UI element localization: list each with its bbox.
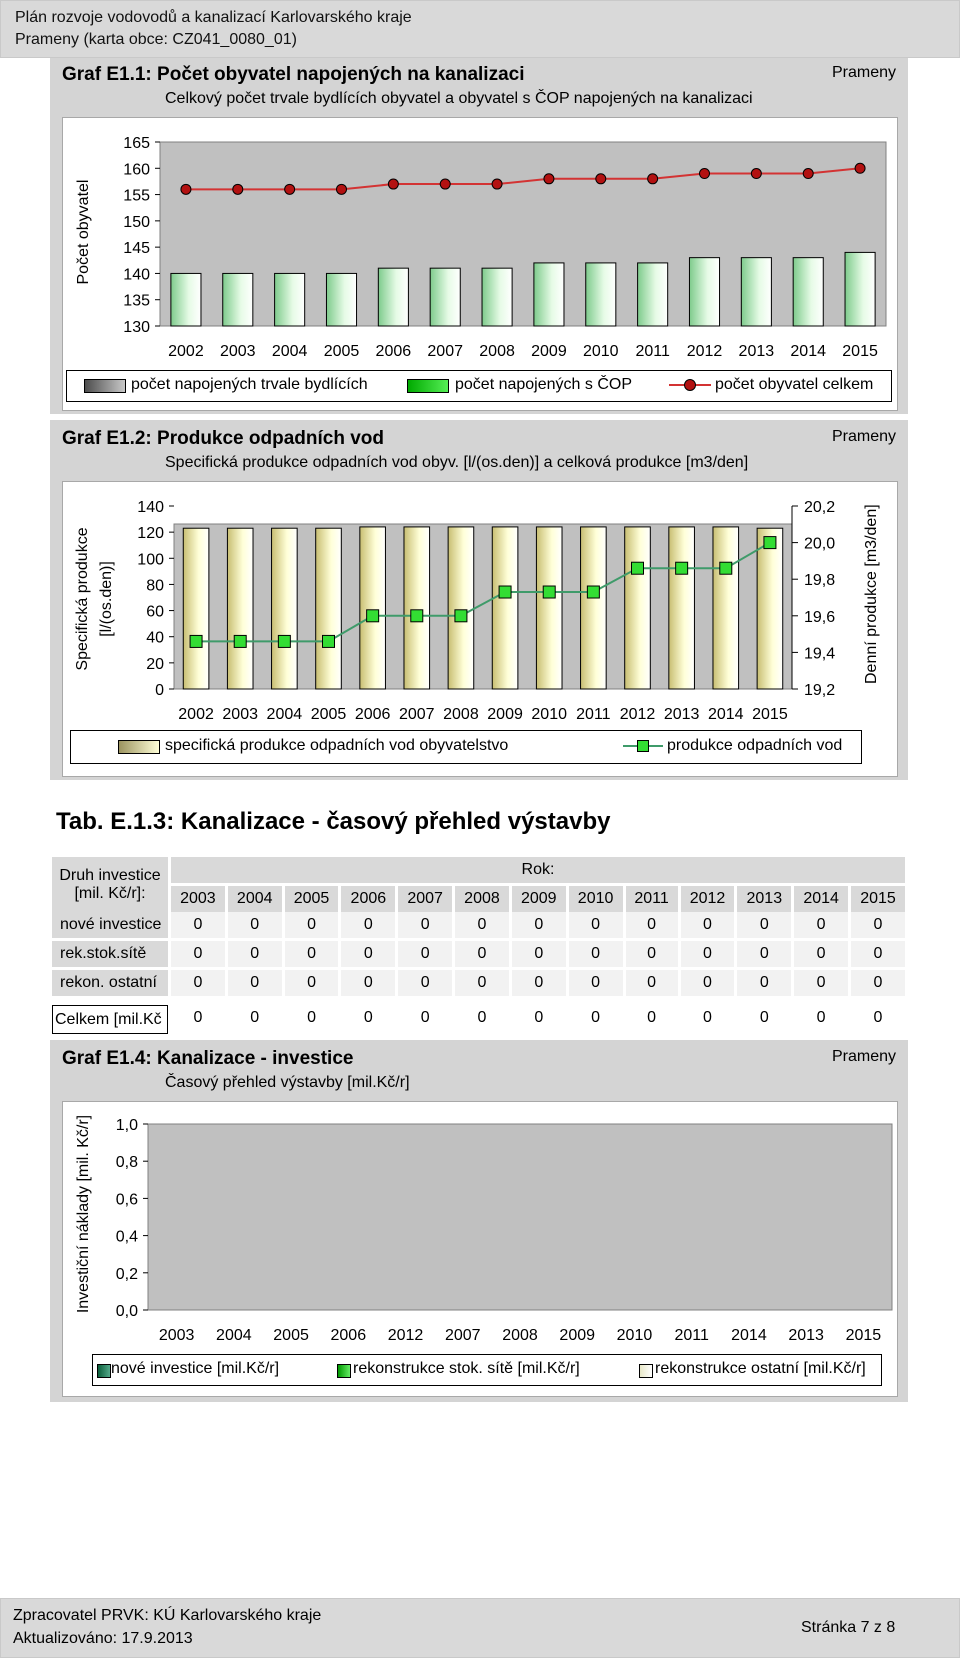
table-cell: 0 [395,1005,452,1034]
graf4-legend [92,1354,882,1386]
graf4-legend-item-1: nové investice [mil.Kč/r] [111,1360,280,1377]
table-cell: 0 [282,1005,339,1034]
header-title: Plán rozvoje vodovodů a kanalizací Karlovarského kraje [15,9,412,26]
graf2-xtick-label: 2004 [266,706,303,723]
legend-swatch-rekonstrukce-ostatni [639,1364,653,1378]
table-row-label: rek.stok.sítě [52,941,168,970]
table-cell: 0 [623,970,678,999]
table-cell: 0 [566,970,623,999]
table-cell: 0 [734,941,791,970]
table-rok-label: Rok: [168,857,905,883]
table-cell: 0 [395,970,452,999]
graf2-xtick-label: 2013 [663,706,700,723]
graf4-xtick-label: 2011 [674,1327,709,1344]
graf1-title: Graf E1.1: Počet obyvatel napojených na kanalizaci [62,64,525,85]
table-cell: 0 [509,941,566,970]
table-cell: 0 [678,1005,735,1034]
graf1-xtick-label: 2012 [686,343,723,360]
graf2-y2tick-label: 20,0 [804,535,836,553]
graf4-prameny-link[interactable]: Prameny [832,1048,897,1065]
legend-swatch-nove [97,1364,111,1378]
table-year-header: 2008 [452,883,509,912]
graf1-legend-item-1: počet napojených trvale bydlících [131,376,368,393]
graf2-xtick-label: 2009 [487,706,523,723]
table-cell: 0 [678,941,735,970]
table-cell: 0 [678,970,735,999]
footer-page-number: Stránka 7 z 8 [801,1619,896,1636]
table-title: Tab. E.1.3: Kanalizace - časový přehled výstavby [56,808,611,835]
graf1-ytick-label: 150 [123,213,150,231]
table-cell: 0 [168,912,225,941]
graf4-ytick-label: 1,0 [115,1117,138,1134]
graf1-xtick-label: 2003 [219,343,256,360]
graf2-xtick-label: 2007 [398,706,435,723]
table-year-header: 2015 [848,883,905,912]
graf4-xtick-label: 2006 [330,1327,367,1344]
graf4-subtitle: Časový přehled výstavby [mil.Kč/r] [165,1074,410,1091]
table-cell: 0 [848,1005,905,1034]
graf1-xtick-label: 2004 [271,343,308,360]
graf2-xtick-label: 2012 [619,706,656,723]
graf2-ytick-label: 100 [137,551,164,569]
graf2-xtick-label: 2014 [707,706,744,723]
page-footer [0,1598,960,1658]
table-cell: 0 [452,912,509,941]
graf2-y2tick-label: 19,4 [804,645,836,663]
graf1-ytick-label: 135 [123,292,150,310]
legend-swatch-rekonstrukce-stok [337,1364,351,1378]
graf2-title: Graf E1.2: Produkce odpadních vod [62,428,385,449]
table-cell: 0 [848,912,905,941]
graf2-y2tick-label: 20,2 [804,499,836,516]
graf1-xtick-label: 2002 [168,343,204,360]
table-year-header: 2011 [623,883,678,912]
table-cell: 0 [452,970,509,999]
graf2-y2tick-label: 19,8 [804,572,836,590]
graf1-ytick-label: 130 [123,319,150,336]
graf2-legend-item-2: produkce odpadních vod [667,737,843,754]
graf4-xtick-label: 2008 [502,1327,538,1344]
table-cell: 0 [566,1005,623,1034]
table-cell: 0 [678,912,735,941]
graf4-ytick-label: 0,8 [115,1154,138,1172]
graf1-xtick-label: 2006 [375,343,412,360]
graf1-xtick-label: 2007 [427,343,464,360]
graf1-ytick-label: 155 [123,187,150,205]
graf4-legend-item-2: rekonstrukce stok. sítě [mil.Kč/r] [353,1360,580,1377]
table-cell: 0 [848,941,905,970]
table-cell: 0 [509,1005,566,1034]
graf2-xtick-label: 2005 [310,706,347,723]
graf4-xtick-label: 2013 [788,1327,824,1344]
table-cell: 0 [566,912,623,941]
graf1-xtick-label: 2013 [738,343,775,360]
table-row-label: nové investice [52,912,168,941]
graf4-xtick-label: 2015 [845,1327,882,1344]
footer-updated: Aktualizováno: 17.9.2013 [13,1630,193,1647]
graf2-subtitle: Specifická produkce odpadních vod obyv. [l/(os.den)] a celková produkce [m3/den] [165,454,749,471]
graf2-xtick-label: 2006 [354,706,391,723]
graf2-ytick-label: 120 [137,525,164,543]
table-year-header: 2010 [566,883,623,912]
table-year-header: 2004 [225,883,282,912]
graf1-subtitle: Celkový počet trvale bydlících obyvatel a obyvatel s ČOP napojených na kanalizaci [165,90,753,107]
table-cell: 0 [623,912,678,941]
table-cell: 0 [282,970,339,999]
table-cell: 0 [338,1005,395,1034]
table-cell: 0 [734,912,791,941]
graf2-ytick-label: 60 [146,603,164,621]
table-year-header: 2014 [791,883,848,912]
graf1-ytick-label: 165 [123,135,150,152]
table-cell: 0 [452,1005,509,1034]
table-year-header: 2009 [509,883,566,912]
table-cell: 0 [791,941,848,970]
table-row-label: rekon. ostatní [52,970,168,999]
table-cell: 0 [848,970,905,999]
graf2-ytick-label: 0 [155,682,164,699]
table-cell: 0 [566,941,623,970]
table-year-header: 2005 [282,883,339,912]
table-cell: 0 [225,1005,282,1034]
footer-author: Zpracovatel PRVK: KÚ Karlovarského kraje [13,1607,322,1624]
graf1-xtick-label: 2008 [479,343,515,360]
graf1-ylabel: Počet obyvatel [75,179,92,285]
graf1-xtick-label: 2010 [582,343,619,360]
table-cell: 0 [395,912,452,941]
graf4-xtick-label: 2012 [387,1327,424,1344]
graf2-ytick-label: 20 [146,655,164,673]
graf1-prameny-link[interactable]: Prameny [832,64,897,81]
graf2-ytick-label: 40 [146,629,164,647]
table-cell: 0 [225,912,282,941]
graf1-legend-item-3: počet obyvatel celkem [715,376,874,393]
graf4-xtick-label: 2010 [616,1327,653,1344]
table-head-label: Druh investice [mil. Kč/r]: [52,857,168,912]
graf2-xtick-label: 2011 [576,706,611,723]
graf1-ytick-label: 140 [123,266,150,284]
graf1-ytick-label: 160 [123,161,150,179]
graf4-ytick-label: 0,2 [115,1265,138,1283]
graf2-prameny-link[interactable]: Prameny [832,428,897,445]
table-cell: 0 [338,912,395,941]
table-cell: 0 [452,941,509,970]
table-cell: 0 [168,970,225,999]
graf4-xtick-label: 2014 [731,1327,767,1344]
graf2-ytick-label: 140 [137,499,164,516]
graf2-y2tick-label: 19,2 [804,682,836,699]
table-year-header: 2003 [168,883,225,912]
graf2-ytick-label: 80 [146,577,164,595]
graf2-xtick-label: 2008 [443,706,479,723]
graf1-xtick-label: 2011 [635,343,670,360]
graf4-xtick-label: 2007 [444,1327,481,1344]
graf4-xtick-label: 2005 [273,1327,309,1344]
table-cell: 0 [791,912,848,941]
graf4-ytick-label: 0,4 [115,1228,138,1246]
graf4-xtick-label: 2004 [216,1327,252,1344]
table-cell: 0 [791,970,848,999]
graf4-ylabel: Investiční náklady [mil. Kč/r] [75,1114,92,1314]
graf2-legend-item-1: specifická produkce odpadních vod obyvatelstvo [165,737,509,754]
graf2-xtick-label: 2015 [752,706,788,723]
table-year-header: 2013 [734,883,791,912]
table-cell: 0 [282,912,339,941]
graf1-xtick-label: 2015 [842,343,878,360]
table-cell: 0 [623,941,678,970]
table-cell: 0 [338,970,395,999]
header-subtitle: Prameny (karta obce: CZ041_0080_01) [15,31,297,48]
table-year-header: 2007 [395,883,452,912]
table-year-header: 2012 [678,883,735,912]
graf4-ytick-label: 0,6 [115,1191,138,1209]
graf2-xtick-label: 2003 [222,706,259,723]
graf4-xtick-label: 2009 [559,1327,596,1344]
graf4-legend-item-3: rekonstrukce ostatní [mil.Kč/r] [655,1360,866,1377]
graf4-title: Graf E1.4: Kanalizace - investice [62,1048,354,1069]
graf2-y2tick-label: 19,6 [804,608,836,626]
table-cell: 0 [338,941,395,970]
graf4-plot-area [148,1124,892,1310]
table-cell: 0 [509,912,566,941]
table-row-label: Celkem [mil.Kč [52,1005,168,1034]
graf4-xtick-label: 2003 [158,1327,195,1344]
graf1-ytick-label: 145 [123,240,150,258]
graf1-xtick-label: 2014 [790,343,827,360]
graf1-xtick-label: 2005 [323,343,360,360]
table-cell: 0 [734,1005,791,1034]
graf2-ylabel-1: Specifická produkce [74,527,91,671]
table-cell: 0 [225,941,282,970]
graf1-xtick-label: 2009 [531,343,567,360]
graf2-ylabel-2: [l/(os.den)] [98,561,115,637]
graf1-legend-item-2: počet napojených s ČOP [455,376,632,393]
table-cell: 0 [395,941,452,970]
graf2-xtick-label: 2010 [531,706,568,723]
graf2-xtick-label: 2002 [178,706,214,723]
table-cell: 0 [734,970,791,999]
table-cell: 0 [623,1005,678,1034]
table-cell: 0 [509,970,566,999]
graf4-ytick-label: 0,0 [115,1303,138,1320]
table-cell: 0 [282,941,339,970]
table-year-header: 2006 [338,883,395,912]
table-cell: 0 [168,1005,225,1034]
graf2-ylabel-right: Denní produkce [m3/den] [863,504,880,684]
table-cell: 0 [791,1005,848,1034]
table-cell: 0 [168,941,225,970]
table-cell: 0 [225,970,282,999]
